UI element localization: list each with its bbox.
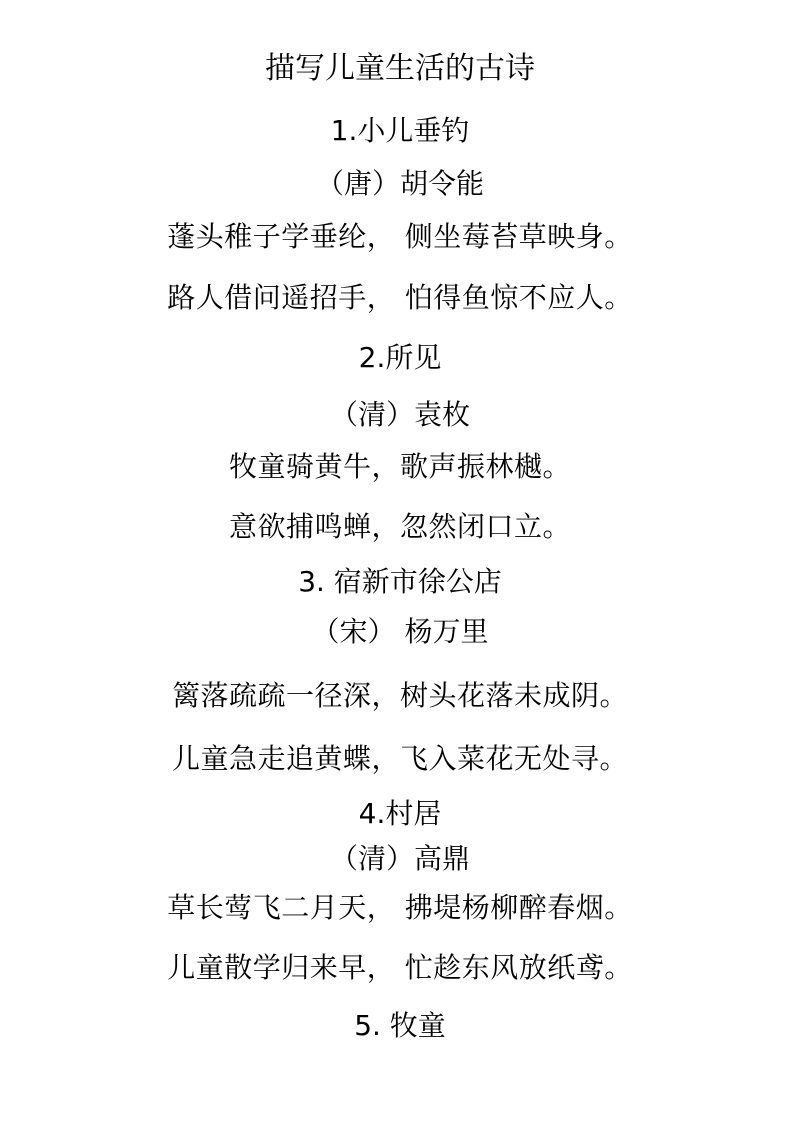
- poem-title: 5. 牧童: [354, 1009, 446, 1042]
- poem-title: 1.小儿垂钓: [330, 114, 470, 147]
- poem-line: 意欲捕鸣蝉，忽然闭口立。: [228, 510, 571, 543]
- poem-line: 路人借问遥招手， 怕得鱼惊不应人。: [167, 281, 633, 314]
- poem-author: （清）高鼎: [329, 842, 470, 875]
- poem-author: （清）袁枚: [329, 398, 470, 431]
- poem-author: （唐）胡令能: [315, 167, 484, 200]
- poem-line: 儿童散学归来早， 忙趁东风放纸鸢。: [167, 951, 633, 984]
- poem-title: 4.村居: [358, 797, 442, 830]
- document-title: 描写儿童生活的古诗: [265, 51, 535, 86]
- poem-line: 草长莺飞二月天， 拂堤杨柳醉春烟。: [167, 891, 633, 924]
- poem-line: 篱落疏疏一径深，树头花落未成阴。: [171, 679, 628, 712]
- poem-line: 牧童骑黄牛，歌声振林樾。: [228, 450, 571, 483]
- poem-title: 2.所见: [358, 341, 442, 374]
- poem-title: 3. 宿新市徐公店: [298, 565, 502, 598]
- poem-line: 蓬头稚子学垂纶， 侧坐莓苔草映身。: [167, 220, 633, 253]
- poem-author: （宋） 杨万里: [311, 615, 489, 648]
- poem-line: 儿童急走追黄蝶，飞入菜花无处寻。: [171, 742, 628, 775]
